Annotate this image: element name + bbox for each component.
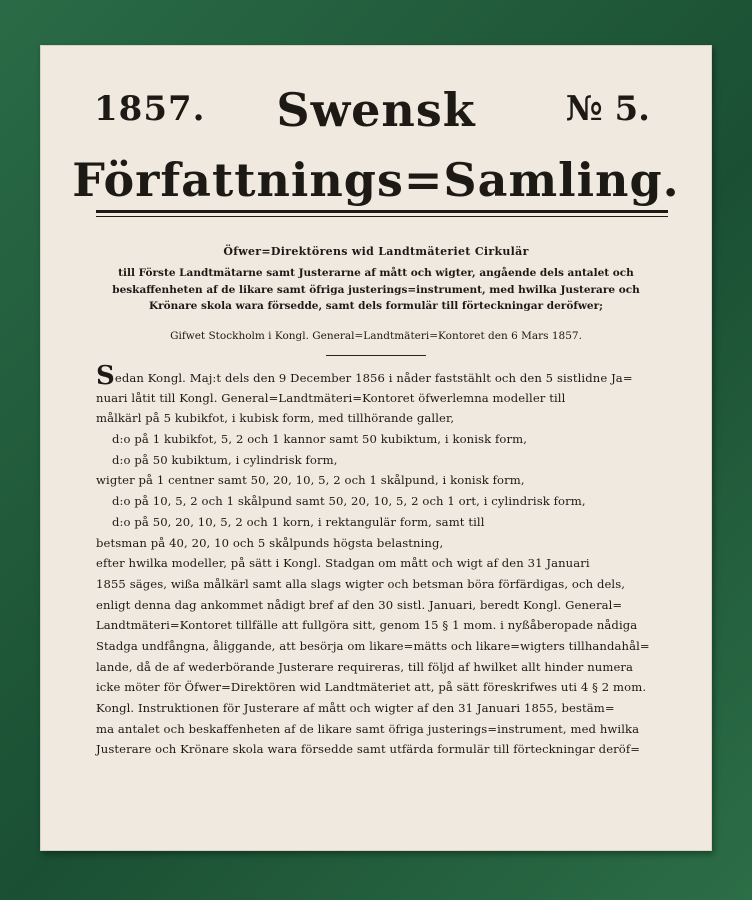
body-line: d:o på 1 kubikfot, 5, 2 och 1 kannor samt 50 kubiktum, i konisk form, xyxy=(112,432,527,447)
document-page xyxy=(40,45,712,851)
dropcap-letter: S xyxy=(96,361,115,391)
body-line: ma antalet och beskaffenheten af de likare samt öfriga justerings=instrument, med hwilka xyxy=(96,721,640,736)
body-line: d:o på 50, 20, 10, 5, 2 och 1 korn, i rektangulär form, samt till xyxy=(112,514,485,529)
given-statement: Gifwet Stockholm i Kongl. General=Landtmäteri=Kontoret den 6 Mars 1857. xyxy=(170,330,582,342)
publication-subtitle: Författnings=Samling. xyxy=(72,153,680,207)
body-line: 1855 säges, wißa målkärl samt alla slags wigter och betsman böra förfärdigas, och dels, xyxy=(96,576,626,591)
body-line: enligt denna dag ankommet nådigt bref af den 30 sistl. Januari, beredt Kongl. General= xyxy=(96,597,623,612)
body-line: icke möter för Öfwer=Direktören wid Landtmäteriet att, på sätt föreskrifwes uti 4 § 2 mom. xyxy=(96,680,647,695)
body-text xyxy=(96,361,656,760)
publication-title: Swensk xyxy=(276,83,476,137)
body-line: målkärl på 5 kubikfot, i kubisk form, med tillhörande galler, xyxy=(96,411,455,426)
body-line: Kongl. Instruktionen för Justerare af mått och wigter af den 31 Januari 1855, bestäm= xyxy=(96,701,615,715)
body-line: nuari låtit till Kongl. General=Landtmäteri=Kontoret öfwerlemna modeller till xyxy=(96,390,566,405)
body-line: d:o på 50 kubiktum, i cylindrisk form, xyxy=(112,452,338,467)
body-line: wigter på 1 centner samt 50, 20, 10, 5, 2 och 1 skålpund, i konisk form, xyxy=(96,473,525,488)
body-line: lande, då de af wederbörande Justerare requireras, till följd af hwilket allt hinder numera xyxy=(96,659,634,674)
section-divider xyxy=(326,355,426,356)
body-line: Stadga undfångna, åliggande, att besörja om likare=mätts och likare=wigters tillhandahål= xyxy=(96,638,650,653)
body-line: Justerare och Krönare skola wara försedde samt utfärda formulär till förteckningar deröf= xyxy=(96,742,641,757)
body-line: Landtmäteri=Kontoret tillfälle att fullgöra sitt, genom 15 § 1 mom. i nyßåberopade nådiga xyxy=(96,618,638,633)
issue-number: № 5. xyxy=(565,89,650,129)
circular-description: till Förste Landtmätarne samt Justerarne af mått och wigter, angående dels antalet och beskaffenheten af de likare samt öfriga justerings=instrument, med hwilka Justerare och Krönare skola wara försedde, samt dels formulär till förteckningar deröfwer; xyxy=(112,267,640,312)
body-line: efter hwilka modeller, på sätt i Kongl. Stadgan om mått och wigt af den 31 Januari xyxy=(96,556,590,571)
issue-year: 1857. xyxy=(94,89,206,129)
circular-title: Öfwer=Direktörens wid Landtmäteriet Cirkulär xyxy=(223,245,529,258)
body-line-first xyxy=(96,361,656,391)
body-line: d:o på 10, 5, 2 och 1 skålpund samt 50, 20, 10, 5, 2 och 1 ort, i cylindrisk form, xyxy=(112,494,586,509)
header-rule-thick xyxy=(96,210,668,213)
first-line-text: edan Kongl. Maj:t dels den 9 December 1856 i nåder faststählt och den 5 sistlidne Ja= xyxy=(114,371,633,385)
body-line: betsman på 40, 20, 10 och 5 skålpunds högsta belastning, xyxy=(96,535,444,550)
header-rule-thin xyxy=(96,216,668,217)
